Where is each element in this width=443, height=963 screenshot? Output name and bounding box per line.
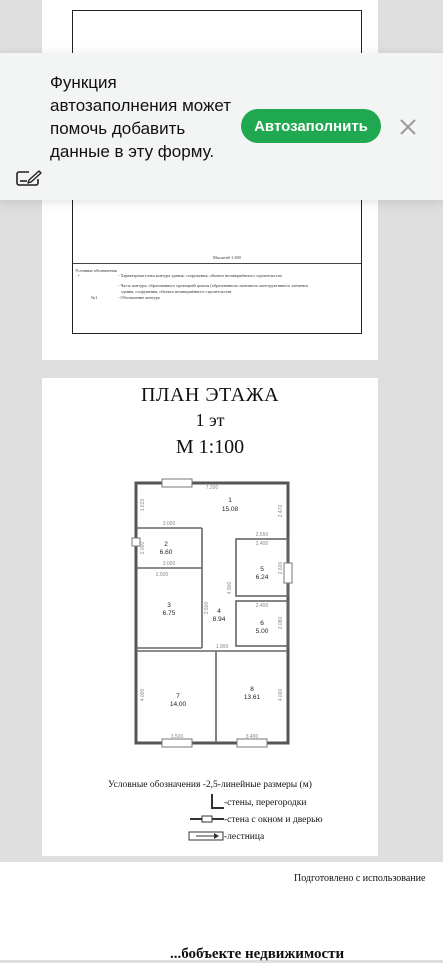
legend-item: - Часть контура, образованного проекцией цоколя (образованного наземного конструктивного элемента [118, 283, 308, 288]
plan-floor: 1 эт [195, 410, 225, 430]
form-autofill-icon [16, 170, 42, 188]
dimension-label: 3.500 [204, 601, 210, 615]
dimension-label: 3.400 [245, 734, 259, 740]
close-icon[interactable] [396, 115, 420, 139]
contour-mark: №1 [91, 295, 98, 300]
room-label: 2 [164, 541, 168, 548]
dimension-label: 2.500 [155, 572, 169, 578]
document-page-3 [0, 862, 443, 960]
autofill-button[interactable]: Автозаполнить [241, 109, 381, 143]
wall-symbol [210, 794, 224, 810]
dimension-label: 7.200 [205, 485, 219, 491]
legend-walls: -стены, перегородки [224, 798, 307, 808]
legend-window-door: -стена с окном и дверью [224, 815, 323, 825]
plan-title: ПЛАН ЭТАЖА [140, 384, 280, 406]
prepared-with-text: Подготовлено с использование [294, 873, 426, 884]
outer-wall [136, 483, 288, 743]
legend-stairs: -лестница [224, 832, 265, 842]
dimension-label: 4.000 [140, 688, 146, 702]
autofill-banner [0, 53, 443, 200]
room-area: 14.00 [169, 701, 187, 708]
legend-item: здания, сооружения, объекта незавершённого строительства [121, 289, 232, 294]
dimension-label: 2.400 [255, 603, 269, 609]
dimension-label: 2.400 [255, 541, 269, 547]
window-door-symbol [190, 814, 224, 824]
stairs-symbol [188, 831, 224, 841]
dimension-label: 1.620 [140, 498, 146, 512]
window-mark [237, 739, 267, 747]
plan-legend-title: Условные обозначения -2,5-линейные размеры (м) [108, 780, 312, 790]
window-mark [162, 739, 192, 747]
room-area: 8.94 [212, 616, 226, 623]
dimension-label: 3.500 [170, 734, 184, 740]
document-page-2 [42, 378, 378, 856]
dimension-label: 3.000 [162, 521, 176, 527]
window-mark [162, 479, 192, 487]
page3-heading: ...бобъекте недвижимости [170, 946, 345, 962]
autofill-message: Функция автозаполнения может помочь добавить данные в эту форму. [50, 73, 232, 161]
legend-item: - Характерная точка контура здания, сооружения, объекта незавершённого строительства [118, 273, 282, 278]
room-label: 7 [176, 693, 180, 700]
floor-plan-drawing [122, 473, 302, 753]
room-label: 3 [167, 602, 171, 609]
dimension-label: 2.000 [140, 541, 146, 555]
legend-item: - Обозначение контура [118, 295, 160, 300]
room-area: 6.75 [162, 610, 176, 617]
window-mark [132, 538, 140, 546]
plan-scale: М 1:100 [175, 436, 245, 458]
dimension-label: 4.900 [227, 581, 233, 595]
room-area: 6.60 [159, 549, 173, 556]
room-label: 5 [260, 566, 264, 573]
dimension-label: 3.000 [162, 561, 176, 567]
dimension-label: 4.000 [278, 688, 284, 702]
scale-divider [73, 263, 361, 264]
dimension-label: 2.470 [278, 504, 284, 518]
room-label: 1 [228, 497, 232, 504]
room-area: 6.24 [255, 574, 269, 581]
room-label: 4 [217, 608, 221, 615]
point-marker: • [78, 273, 80, 278]
dimension-label: 2.080 [278, 616, 284, 630]
scale-label: Масштаб 1:300 [213, 255, 241, 260]
room-area: 15.08 [221, 506, 239, 513]
room-label: 8 [250, 686, 254, 693]
room-label: 6 [260, 620, 264, 627]
window-mark [284, 563, 292, 583]
dimension-label: 2.600 [278, 561, 284, 575]
dimension-label: 2.550 [255, 532, 269, 538]
legend-title: Условные обозначения [75, 268, 117, 273]
room-area: 5.00 [255, 628, 269, 635]
room-area: 13.61 [243, 694, 261, 701]
dimension-label: 1.900 [215, 644, 229, 650]
